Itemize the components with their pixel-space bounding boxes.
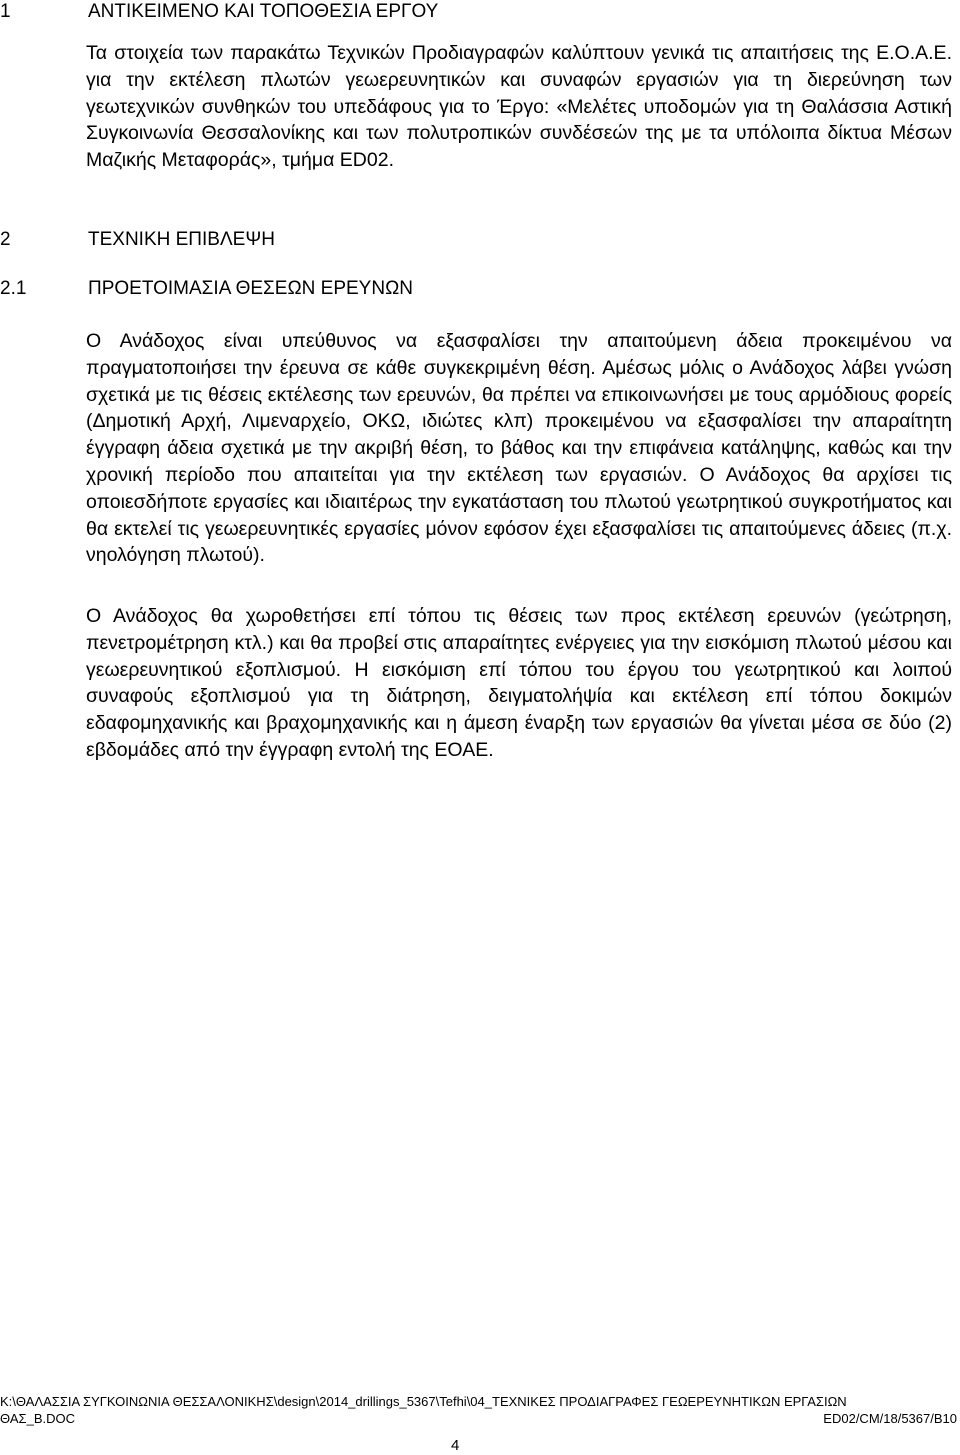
section-title: ΤΕΧΝΙΚΗ ΕΠΙΒΛΕΨΗ [88, 229, 275, 250]
section-2-1-paragraph-2: Ο Ανάδοχος θα χωροθετήσει επί τόπου τις θέσεις των προς εκτέλεση ερευνών (γεώτρηση, πενετρομέτρηση κτλ.) και θα προβεί στις απαραίτητες ενέργειες για την εισκόμιση πλωτού μέσου και γεωερευνητικού εξοπλισμού. Η εισκόμιση επί τόπου του έργου του γεωτρητικού και λοιπού συναφούς εξοπλισμού για τη διάτρηση, δειγματολήψία και εκτέλεση επί τόπου δοκιμών εδαφομηχανικής και βραχομηχανικής και η άμεση έναρξη των εργασιών θα γίνεται μέσα σε δύο (2) εβδομάδες από την έγγραφη εντολή της ΕΟΑΕ. [86, 605, 952, 761]
section-2-1-heading [0, 277, 413, 301]
section-number: 2 [0, 229, 11, 250]
footer-filename: ΘΑΣ_Β.DOC [0, 1411, 75, 1426]
section-title: ΠΡΟΕΤΟΙΜΑΣΙΑ ΘΕΣΕΩΝ ΕΡΕΥΝΩΝ [88, 278, 414, 299]
section-1-paragraph: Τα στοιχεία των παρακάτω Τεχνικών Προδιαγραφών καλύπτουν γενικά τις απαιτήσεις της Ε.Ο.Α.Ε. για την εκτέλεση πλωτών γεωερευνητικών και συναφών εργασιών για τη διερεύνηση των γεωτεχνικών συνθηκών του υπεδάφους για το Έργο: «Μελέτες υποδομών για τη Θαλάσσια Αστική Συγκοινωνία Θεσσαλονίκης και των πολυτροπικών συνδέσεών της με τα υπόλοιπα δίκτυα Μέσων Μαζικής Μεταφοράς», τμήμα ED02. [86, 42, 952, 172]
section-number: 1 [0, 1, 11, 22]
section-number: 2.1 [0, 278, 27, 299]
section-2-1-paragraph-1: Ο Ανάδοχος είναι υπεύθυνος να εξασφαλίσει την απαιτούμενη άδεια προκειμένου να πραγματοποιήσει την έρευνα σε κάθε συγκεκριμένη θέση. Αμέσως μόλις ο Ανάδοχος λάβει γνώση σχετικά με τις θέσεις εκτέλεσης των ερευνών, θα πρέπει να επικοινωνήσει με τους αρμόδιους φορείς (Δημοτική Αρχή, Λιμεναρχείο, ΟΚΩ, ιδιώτες κλπ) προκειμένου να εξασφαλίσει την απαραίτητη έγγραφη άδεια σχετικά με την ακριβή θέση, το βάθος και την επιφάνεια κατάληψης, καθώς και την χρονική περίοδο που απαιτείται για την εκτέλεση των εργασιών. Ο Ανάδοχος θα αρχίσει τις οποιεσδήποτε εργασίες και ιδιαιτέρως την εγκατάσταση του πλωτού γεωτρητικού συγκροτήματος και θα εκτελεί τις γεωερευνητικές εργασίες μόνον εφόσον έχει εξασφαλίσει τις απαιτούμενες άδειες (π.χ. νηολόγηση πλωτού). [86, 330, 952, 567]
section-1-heading [0, 0, 438, 24]
footer-file-path: K:\ΘΑΛΑΣΣΙΑ ΣΥΓΚΟΙΝΩΝΙΑ ΘΕΣΣΑΛΟΝΙΚΗΣ\design\2014_drillings_5367\Tefhi\04_ΤΕΧΝΙΚΕΣ ΠΡΟΔΙΑΓΡΑΦΕΣ ΓΕΩΕΡΕΥΝΗΤΙΚΩΝ ΕΡΓΑΣΙΩΝ [0, 1394, 847, 1409]
footer-document-code: ED02/CM/18/5367/B10 [823, 1411, 957, 1426]
page-number: 4 [451, 1437, 460, 1454]
section-2-heading [0, 228, 275, 252]
section-title: ΑΝΤΙΚΕΙΜΕΝΟ ΚΑΙ ΤΟΠΟΘΕΣΙΑ ΕΡΓΟΥ [88, 1, 439, 22]
